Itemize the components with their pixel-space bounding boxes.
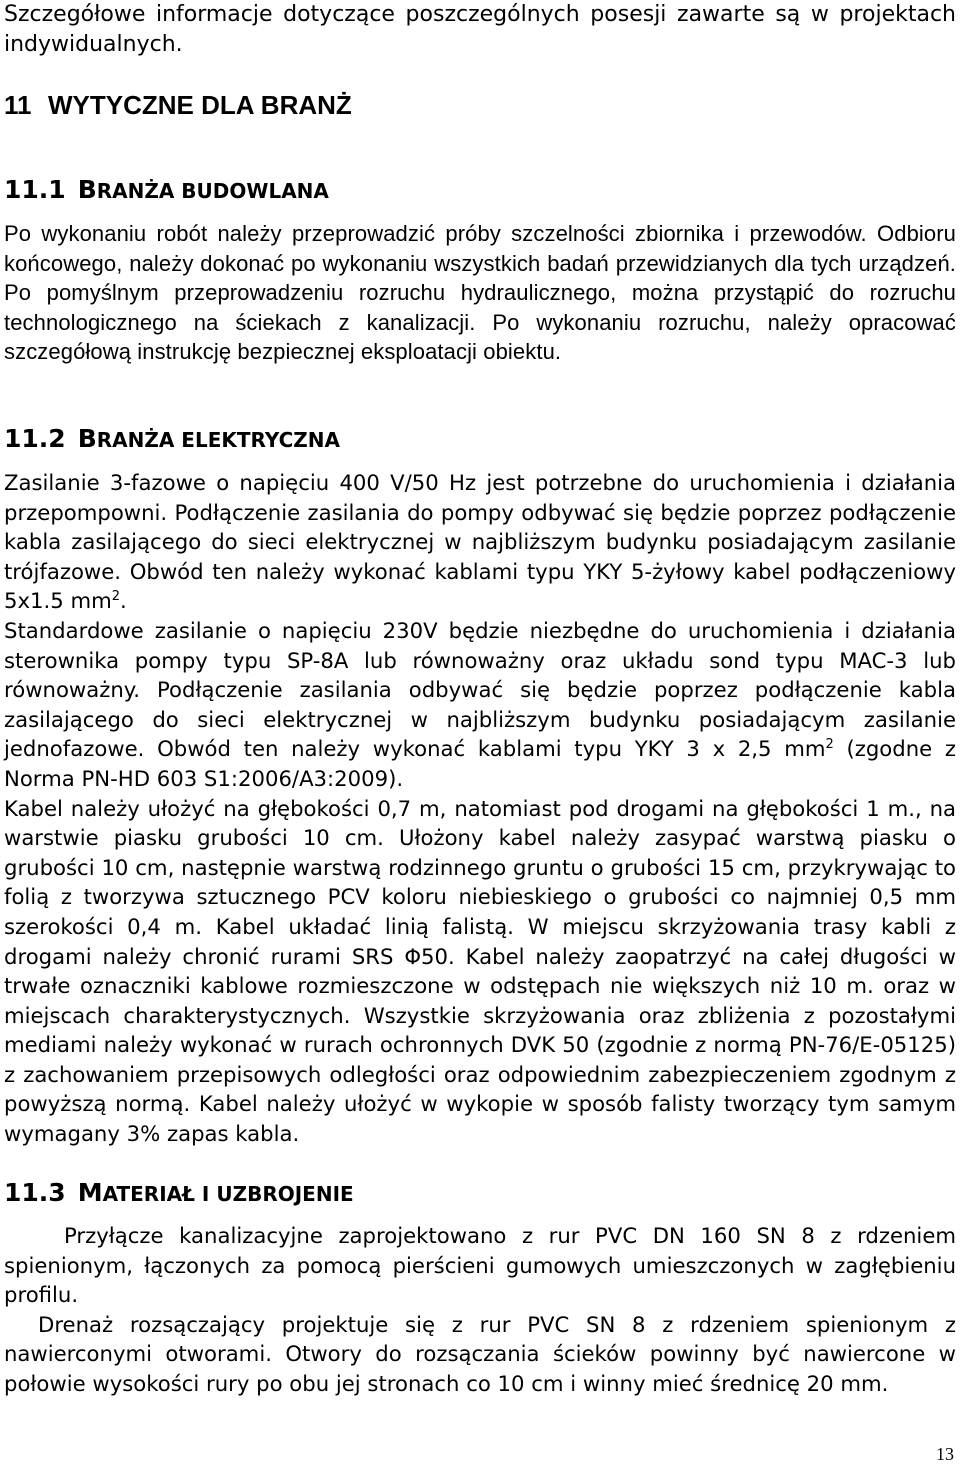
section-11-3-title-rest: ATERIAŁ I UZBROJENIE — [102, 1182, 354, 1206]
electric-para-1phase: Standardowe zasilanie o napięciu 230V będzie niezbędne do uruchomienia i działania sterownika pompy typu SP-8A lub równoważny oraz układu sond typu MAC-3 lub równoważny. Podłączenie zasilania odbywać się będzie poprzez podłączenie kabla zasilającego do sieci elektrycznej w najbliższym budynku posiadającym zasilanie jednofazowe. Obwód ten należy wykonać kablami typu YKY 3 x 2,5 $mm^2$ (zgodne z Norma PN-HD 603 S1:2006/A3:2009). — [4, 617, 956, 791]
section-11-2-title-rest: RANŻA ELEKTRYCZNA — [96, 428, 340, 452]
material-para-connection: Przyłącze kanalizacyjne zaprojektowano z rur PVC DN 160 SN 8 z rdzeniem spienionym, łączonych za pomocą pierścieni gumowych umieszczonych w zagłębieniu profilu. — [4, 1223, 956, 1308]
section-11-1-number: 11.1 — [4, 175, 66, 204]
page-number: 13 — [936, 1444, 954, 1464]
section-11-title: WYTYCZNE DLA BRANŻ — [48, 90, 352, 120]
material-para-drainage: Drenaż rozsączający projektuje się z rur PVC SN 8 z rdzeniem spienionym z nawierconymi otworami. Otwory do rozsączania ścieków powinny być nawiercone w połowie wysokości rury po obu jej stronach co 10 cm i winny mieć średnicę 20 mm. — [4, 1311, 956, 1396]
section-11-3-heading — [4, 1178, 354, 1209]
section-11-2-title-initial: B — [77, 424, 97, 453]
section-11-heading — [4, 90, 352, 120]
section-11-1-paragraph: Po wykonaniu robót należy przeprowadzić próby szczelności zbiornika i przewodów. Odbioru końcowego, należy dokonać po wykonaniu wszystkich badań przewidzianych dla tych urządzeń. Po pomyślnym przeprowadzeniu rozruchu hydraulicznego, można przystąpić do rozruchu technologicznego na ściekach z kanalizacji. Po wykonaniu rozruchu, należy opracować szczegółową instrukcję bezpiecznej eksploatacji obiektu. — [4, 221, 956, 364]
section-11-1-title-initial: B — [77, 175, 97, 204]
section-11-3-title-initial: M — [77, 1178, 103, 1207]
section-11-2-heading — [4, 424, 340, 455]
section-11-3-number: 11.3 — [4, 1178, 66, 1207]
section-11-2-body — [4, 468, 956, 1149]
intro-paragraph: Szczegółowe informacje dotyczące poszczególnych posesji zawarte są w projektach indywidualnych. — [4, 2, 956, 57]
section-11-3-body — [4, 1221, 956, 1399]
section-11-2-number: 11.2 — [4, 424, 66, 453]
electric-para-3phase: Zasilanie 3-fazowe o napięciu 400 V/50 Hz jest potrzebne do uruchomienia i działania przepompowni. Podłączenie zasilania do pompy odbywać się będzie poprzez podłączenie kabla zasilającego do sieci elektrycznej w najbliższym budynku posiadającym zasilanie trójfazowe. Obwód ten należy wykonać kablami typu YKY 5-żyłowy kabel podłączeniowy 5x1.5 $mm^2$. — [4, 470, 956, 614]
section-11-1-heading — [4, 175, 329, 206]
section-11-1-title-rest: RANŻA BUDOWLANA — [96, 179, 329, 203]
section-11-number: 11 — [4, 90, 32, 120]
electric-para-cable-laying: Kabel należy ułożyć na głębokości 0,7 m, natomiast pod drogami na głębokości 1 m., na warstwie piasku grubości 10 cm. Ułożony kabel należy zasypać warstwą piasku o grubości 10 cm, następnie warstwą rodzinnego gruntu o grubości 15 cm, przykrywając to folią z tworzywa sztucznego PCV koloru niebieskiego o grubości co najmniej 0,5 mm szerokości 0,4 m. Kabel układać linią falistą. W miejscu skrzyżowania trasy kabli z drogami należy chronić rurami SRS Φ50. Kabel należy zaopatrzyć na całej długości w trwałe oznaczniki kablowe rozmieszczone w odstępach nie większych niż 10 m. oraz w miejscach charakterystycznych. Wszystkie skrzyżowania oraz zbliżenia z pozostałymi mediami należy wykonać w rurach ochronnych DVK 50 (zgodnie z normą PN-76/E-05125) z zachowaniem przepisowych odległości oraz odpowiednim zabezpieczeniem zgodnym z powyższą normą. Kabel należy ułożyć w wykopie w sposób falisty tworzący tym samym wymagany 3% zapas kabla. — [4, 795, 956, 1147]
